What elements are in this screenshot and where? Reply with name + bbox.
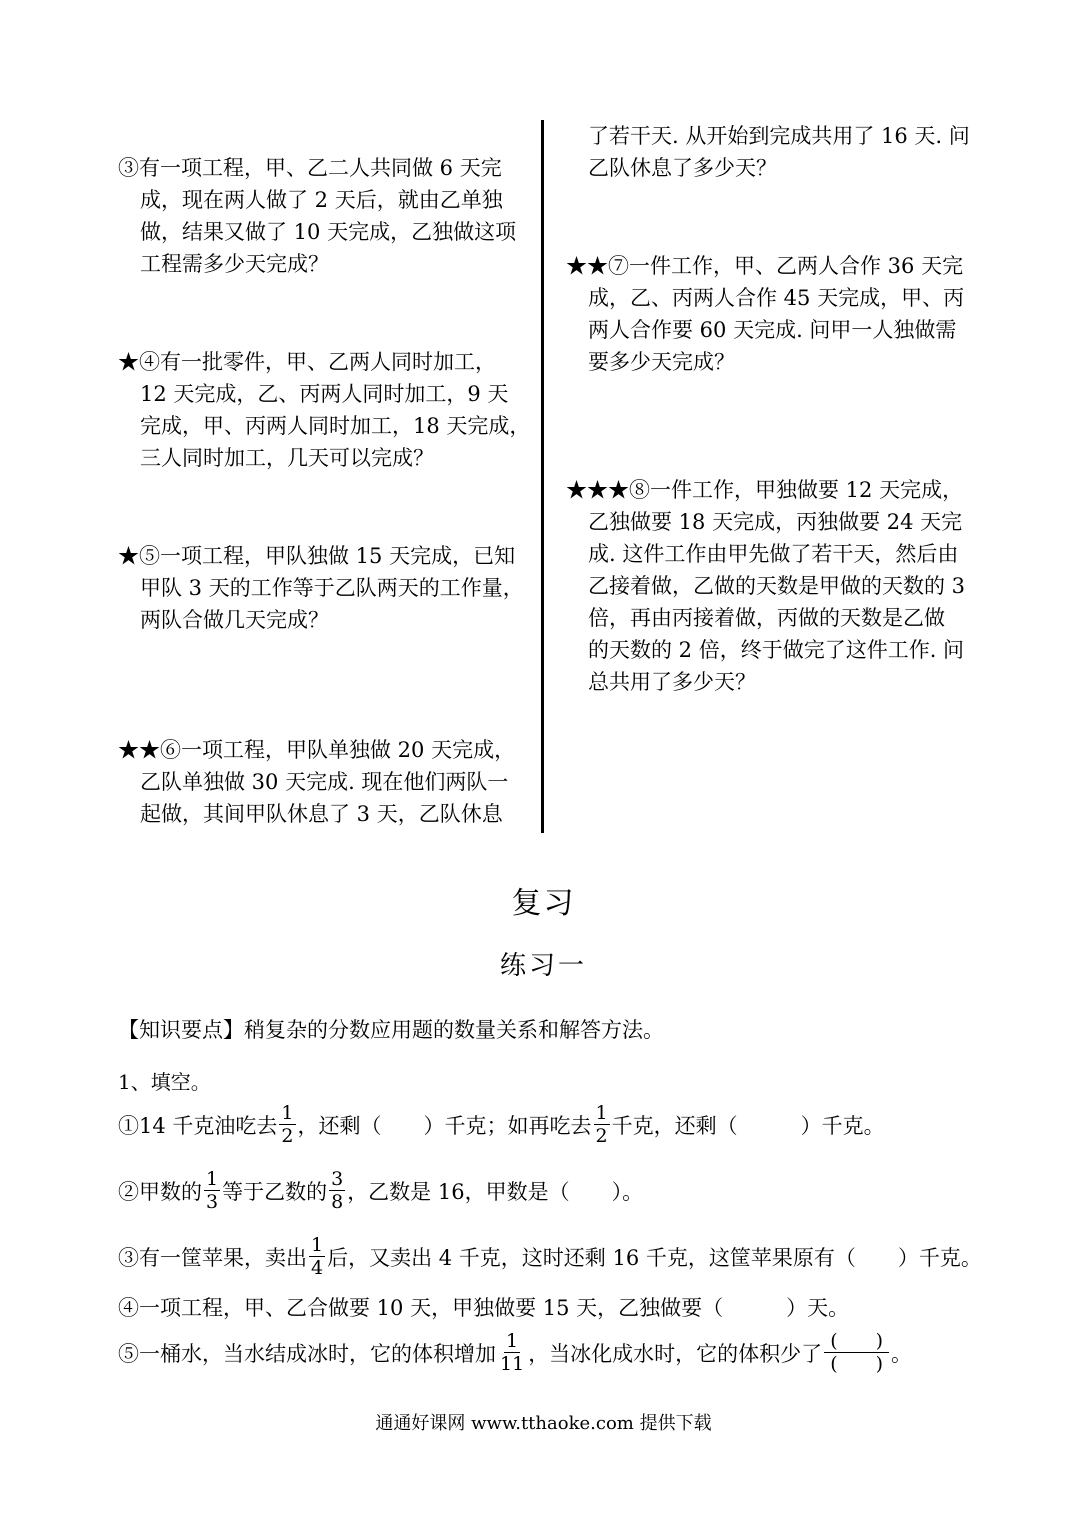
problem-line: ③有一项工程，甲、乙二人共同做 6 天完 [118, 156, 502, 180]
problem-line: 成，现在两人做了 2 天后，就由乙单独 [140, 188, 503, 212]
question-text: ②甲数的 [118, 1179, 202, 1204]
question-text: ①14 千克油吃去 [118, 1113, 278, 1138]
problem-line: 成，乙、丙两人合作 45 天完成，甲、丙 [588, 286, 965, 310]
section-subtitle: 练习一 [499, 951, 587, 981]
denominator: 8 [331, 1191, 344, 1213]
problem-line: ★★★⑧一件工作，甲独做要 12 天完成， [566, 478, 964, 502]
denominator: 4 [311, 1257, 324, 1279]
problem-line: 两队合做几天完成？ [140, 608, 329, 632]
question-text: ③有一筐苹果，卖出 [118, 1245, 307, 1270]
numerator: 1 [595, 1102, 608, 1124]
denominator: 3 [206, 1191, 219, 1213]
problem-line: 完成，甲、丙两人同时加工，18 天完成， [140, 414, 531, 438]
knowledge-points: 【知识要点】稍复杂的分数应用题的数量关系和解答方法。 [118, 1018, 664, 1042]
question-text: 千克，还剩（ ）千克。 [611, 1113, 885, 1138]
problem-3 [118, 152, 528, 280]
column-divider [541, 120, 544, 833]
fraction [594, 1102, 610, 1147]
problem-line: 工程需多少天完成？ [140, 252, 329, 276]
denominator: 2 [281, 1125, 294, 1147]
problem-line: 总共用了多少天？ [588, 670, 756, 694]
problem-line: 甲队 3 天的工作等于乙队两天的工作量， [140, 576, 524, 600]
problem-line: 12 天完成，乙、丙两人同时加工，9 天 [140, 382, 509, 406]
question-text: ，还剩（ ）千克；如再吃去 [297, 1113, 592, 1138]
problem-7 [566, 250, 976, 378]
fraction [309, 1234, 325, 1279]
numerator: 1 [206, 1168, 219, 1190]
fill-question-1 [118, 1102, 885, 1147]
question-text: ④一项工程，甲、乙合做要 10 天，甲独做要 15 天，乙独做要（ ）天。 [118, 1296, 850, 1320]
fraction [498, 1330, 526, 1375]
problem-6 [118, 734, 528, 830]
question-text: 。 [891, 1341, 913, 1366]
numerator: 3 [331, 1168, 344, 1190]
problem-line: 做，结果又做了 10 天完成，乙独做这项 [140, 220, 517, 244]
fill-question-2 [118, 1168, 643, 1213]
problem-line: 的天数的 2 倍，终于做完了这件工作. 问 [588, 638, 965, 662]
problem-5 [118, 540, 528, 636]
numerator: ( ) [824, 1330, 889, 1353]
question-text: ，乙数是 16，甲数是（ ）。 [347, 1179, 644, 1204]
problem-4 [118, 346, 531, 474]
problem-8 [566, 474, 976, 698]
fraction [279, 1102, 295, 1147]
denominator: 2 [595, 1125, 608, 1147]
fill-question-3 [118, 1234, 982, 1279]
problem-line: 了若干天. 从开始到完成共用了 16 天. 问 [588, 124, 970, 148]
problem-line: 倍，再由丙接着做，丙做的天数是乙做 [588, 606, 945, 630]
fraction [329, 1168, 345, 1213]
numerator: 1 [281, 1102, 294, 1124]
page-footer: 通通好课网 www.tthaoke.com 提供下载 [375, 1413, 712, 1434]
question-text: ，当冰化成水时，它的体积少了 [528, 1341, 823, 1366]
denominator: ( ) [830, 1353, 884, 1375]
section-title: 复习 [511, 886, 576, 921]
problem-line: ★★⑥一项工程，甲队单独做 20 天完成， [118, 738, 516, 762]
problem-line: 乙独做要 18 天完成，丙独做要 24 天完 [588, 510, 963, 534]
problem-line: ★④有一批零件，甲、乙两人同时加工， [118, 350, 496, 374]
fill-question-5 [118, 1330, 912, 1375]
denominator: 11 [500, 1353, 525, 1375]
fill-heading: 1、填空。 [118, 1070, 211, 1094]
problem-line: 要多少天完成？ [588, 350, 735, 374]
question-text: 等于乙数的 [222, 1179, 328, 1204]
problem-line: ★⑤一项工程，甲队独做 15 天完成，已知 [118, 544, 516, 568]
problem-line: 乙队休息了多少天？ [588, 156, 777, 180]
numerator: 1 [506, 1330, 519, 1352]
problem-line: ★★⑦一件工作，甲、乙两人合作 36 天完 [566, 254, 964, 278]
numerator: 1 [311, 1234, 324, 1256]
problem-line: 起做，其间甲队休息了 3 天，乙队休息 [140, 802, 503, 826]
problem-line: 三人同时加工，几天可以完成？ [140, 446, 434, 470]
blank-fraction [824, 1330, 889, 1375]
problem-line: 成. 这件工作由甲先做了若干天，然后由 [588, 542, 959, 566]
question-text: 后，又卖出 4 千克，这时还剩 16 千克，这筐苹果原有（ ）千克。 [327, 1245, 982, 1270]
problem-line: 乙接着做，乙做的天数是甲做的天数的 3 [588, 574, 966, 598]
fraction [204, 1168, 220, 1213]
fill-question-4 [118, 1292, 849, 1322]
question-text: ⑤一桶水，当水结成冰时，它的体积增加 [118, 1341, 496, 1366]
problem-line: 乙队单独做 30 天完成. 现在他们两队一 [140, 770, 509, 794]
problem-line: 两人合作要 60 天完成. 问甲一人独做需 [588, 318, 957, 342]
problem-6-continued [566, 120, 976, 184]
